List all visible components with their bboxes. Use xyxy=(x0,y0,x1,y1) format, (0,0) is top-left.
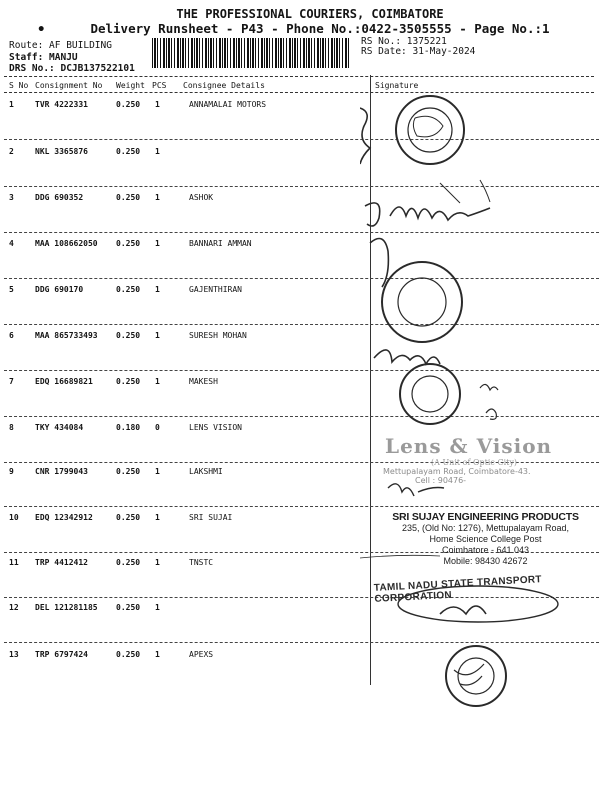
pcs-value: 1 xyxy=(155,513,160,522)
barcode xyxy=(152,38,350,68)
stamp-line-1: 235, (Old No: 1276), Mettupalayam Road, xyxy=(401,523,570,533)
lens-vision-name: Lens & Vision xyxy=(385,434,553,458)
col-sno: S No xyxy=(9,81,29,90)
row-sno: 1 xyxy=(9,100,14,109)
row-sno: 9 xyxy=(9,467,14,476)
row-sno: 13 xyxy=(9,650,19,659)
pcs-value: 0 xyxy=(155,423,160,432)
row-sno: 10 xyxy=(9,513,19,522)
row-sno: 8 xyxy=(9,423,14,432)
consignee-name: BANNARI AMMAN xyxy=(189,239,252,248)
weight-value: 0.250 xyxy=(116,650,141,659)
weight-value: 0.250 xyxy=(116,558,141,567)
consignment-number: TVR 4222331 xyxy=(35,100,88,109)
row-sno: 5 xyxy=(9,285,14,294)
weight-value: 0.250 xyxy=(116,467,141,476)
consignment-number: DEL 121281185 xyxy=(35,603,98,612)
rs-date: RS Date: 31-May-2024 xyxy=(361,46,476,57)
pcs-value: 1 xyxy=(155,285,160,294)
row-sno: 3 xyxy=(9,193,14,202)
route-label: Route: AF BUILDING xyxy=(9,40,112,51)
pcs-value: 1 xyxy=(155,147,160,156)
pcs-value: 1 xyxy=(155,331,160,340)
row-sno: 11 xyxy=(9,558,19,567)
weight-value: 0.180 xyxy=(116,423,141,432)
weight-value: 0.250 xyxy=(116,193,141,202)
pcs-value: 1 xyxy=(155,377,160,386)
consignment-number: EDQ 16689821 xyxy=(35,377,93,386)
consignment-number: MAA 108662050 xyxy=(35,239,98,248)
signatures-and-seals xyxy=(360,88,600,708)
weight-value: 0.250 xyxy=(116,239,141,248)
lens-vision-cell: Cell : 90476- xyxy=(415,476,467,485)
pcs-value: 1 xyxy=(155,100,160,109)
col-weight: Weight xyxy=(116,81,145,90)
pcs-value: 1 xyxy=(155,467,160,476)
pcs-value: 1 xyxy=(155,650,160,659)
tnstc-stamp: TAMIL NADU STATE TRANSPORT CORPORATION xyxy=(373,574,543,605)
stamp-line-4: Mobile: 98430 42672 xyxy=(443,556,528,566)
sri-sujay-stamp xyxy=(383,511,588,567)
pcs-value: 1 xyxy=(155,603,160,612)
consignee-name: MAKESH xyxy=(189,377,218,386)
consignee-name: LENS VISION xyxy=(189,423,242,432)
row-sno: 6 xyxy=(9,331,14,340)
consignment-number: CNR 1799043 xyxy=(35,467,88,476)
col-consignee: Consignee Details xyxy=(183,81,265,90)
stamp-line-3: Coimbatore - 641 043 xyxy=(441,545,530,555)
row-sno: 4 xyxy=(9,239,14,248)
weight-value: 0.250 xyxy=(116,331,141,340)
weight-value: 0.250 xyxy=(116,513,141,522)
consignment-number: DDG 690352 xyxy=(35,193,84,202)
runsheet-title: Delivery Runsheet - P43 - Phone No.:0422-3505555 - Page No.:1 xyxy=(90,21,550,36)
lens-vision-stamp xyxy=(385,434,552,485)
staff-label: Staff: MANJU xyxy=(9,52,78,63)
consignee-name: GAJENTHIRAN xyxy=(189,285,242,294)
row-sno: 2 xyxy=(9,147,14,156)
weight-value: 0.250 xyxy=(116,285,141,294)
lens-vision-sub: (A Unit of Optic City) xyxy=(431,458,517,467)
company-title: THE PROFESSIONAL COURIERS, COIMBATORE xyxy=(176,7,444,21)
consignee-name: ANNAMALAI MOTORS xyxy=(189,100,267,109)
weight-value: 0.250 xyxy=(116,603,141,612)
pcs-value: 1 xyxy=(155,558,160,567)
col-pcs: PCS xyxy=(152,81,167,90)
signature-area xyxy=(360,88,600,708)
consignment-number: TRP 4412412 xyxy=(35,558,88,567)
weight-value: 0.250 xyxy=(116,147,141,156)
consignee-name: LAKSHMI xyxy=(189,467,223,476)
pcs-value: 1 xyxy=(155,239,160,248)
row-sno: 12 xyxy=(9,603,19,612)
lens-vision-address: Mettupalayam Road, Coimbatore-43. xyxy=(383,467,531,476)
table-top-rule xyxy=(4,76,594,77)
consignee-name: SRI SUJAI xyxy=(189,513,233,522)
consignment-number: MAA 865733493 xyxy=(35,331,98,340)
drs-number: DRS No.: DCJB137522101 xyxy=(9,63,135,74)
consignee-name: TNSTC xyxy=(189,558,214,567)
weight-value: 0.250 xyxy=(116,377,141,386)
corner-mark: • xyxy=(37,22,46,38)
consignment-number: TKY 434084 xyxy=(35,423,84,432)
consignment-number: TRP 6797424 xyxy=(35,650,88,659)
pcs-value: 1 xyxy=(155,193,160,202)
rs-number: RS No.: 1375221 xyxy=(361,36,447,47)
consignment-number: EDQ 12342912 xyxy=(35,513,93,522)
consignee-name: SURESH MOHAN xyxy=(189,331,247,340)
consignee-name: APEXS xyxy=(189,650,214,659)
col-signature: Signature xyxy=(375,81,419,90)
stamp-title: SRI SUJAY ENGINEERING PRODUCTS xyxy=(392,511,579,523)
consignment-number: NKL 3365876 xyxy=(35,147,88,156)
col-consignment: Consignment No xyxy=(35,81,103,90)
consignment-number: DDG 690170 xyxy=(35,285,84,294)
stamp-line-2: Home Science College Post xyxy=(429,534,542,544)
row-sno: 7 xyxy=(9,377,14,386)
weight-value: 0.250 xyxy=(116,100,141,109)
consignee-name: ASHOK xyxy=(189,193,214,202)
